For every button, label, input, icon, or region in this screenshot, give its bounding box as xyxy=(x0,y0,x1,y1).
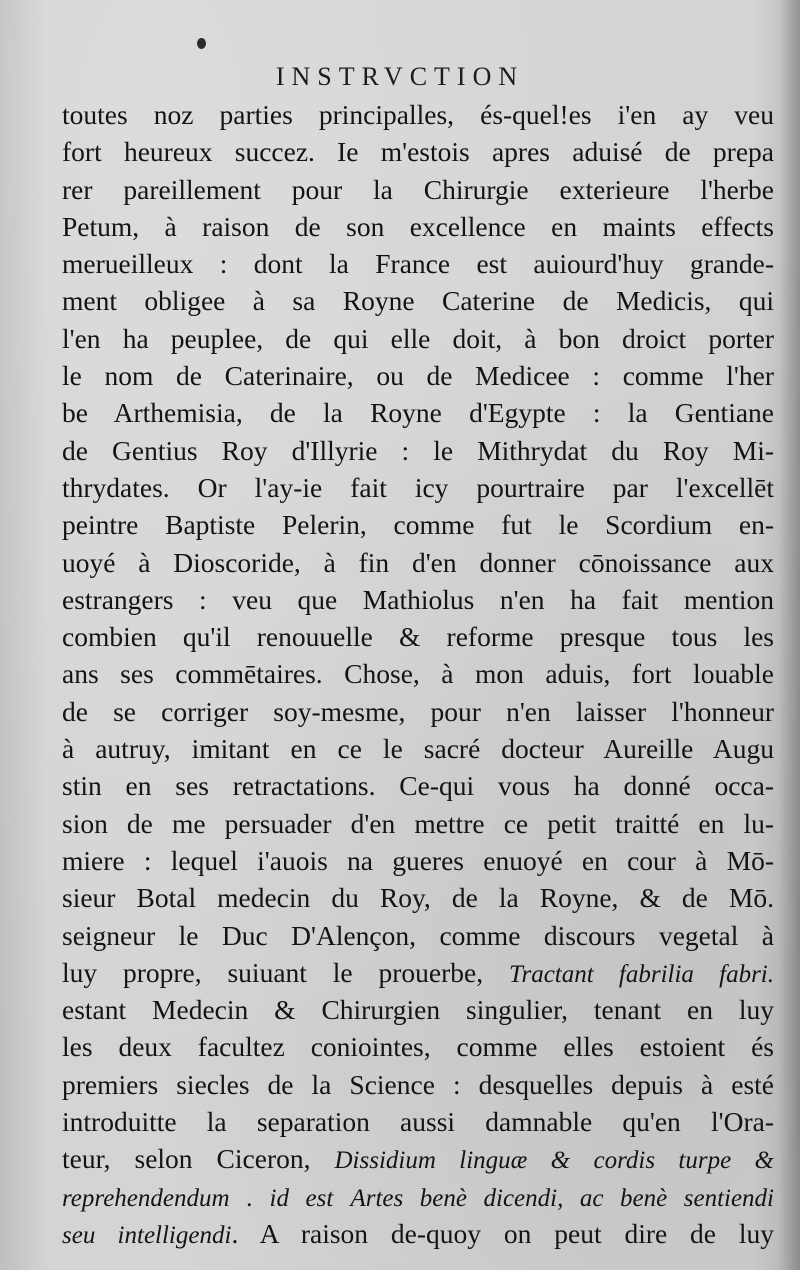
page-edge-shadow xyxy=(778,0,800,1270)
text-line-31-italic: seu intelligendi xyxy=(62,1221,232,1249)
text-line-25: estant Medecin & Chirurgien singulier, tenant en luy xyxy=(62,994,774,1026)
text-line-24 xyxy=(62,954,774,991)
running-head: INSTRVCTION xyxy=(275,62,525,91)
text-line-10: de Gentius Roy d'Illyrie : le Mithrydat du Roy Mi- xyxy=(62,434,774,466)
text-line-1: toutes noz parties principalles, és-quel!es i'en ay veu xyxy=(62,99,774,130)
text-line-28: introduitte la separation aussi damnable qu'en l'Ora- xyxy=(62,1106,774,1138)
text-line-2: fort heureux succez. Ie m'estois apres aduisé de prepa xyxy=(62,136,774,168)
text-line-22: sieur Botal medecin du Roy, de la Royne, & de Mō. xyxy=(62,882,774,914)
text-line-17: de se corriger soy-mesme, pour n'en laisser l'honneur xyxy=(62,695,774,727)
text-line-30 xyxy=(62,1178,774,1215)
text-line-23: seigneur le Duc D'Alençon, comme discours vegetal à xyxy=(62,919,774,951)
body-text xyxy=(62,96,774,1252)
text-line-31 xyxy=(62,1215,774,1252)
text-line-3: rer pareillement pour la Chirurgie exterieure l'herbe xyxy=(62,173,774,205)
text-line-18: à autruy, imitant en ce le sacré docteur Aureille Augu xyxy=(62,733,774,765)
text-line-24-italic: Tractant fabrilia fabri. xyxy=(508,960,775,988)
text-line-15: combien qu'il renouuelle & reforme presque tous les xyxy=(62,621,774,653)
text-line-29-italic: Dissidium linguæ & cordis turpe & xyxy=(334,1147,774,1175)
text-line-12: peintre Baptiste Pelerin, comme fut le Scordium en- xyxy=(62,509,774,541)
text-line-6: ment obligee à sa Royne Caterine de Medicis, qui xyxy=(62,285,774,317)
text-line-31-roman: . A raison de-quoy on peut dire de luy xyxy=(231,1217,775,1249)
text-line-24-roman: luy propre, suiuant le prouerbe, xyxy=(62,956,484,988)
text-line-8: le nom de Caterinaire, ou de Medicee : comme l'her xyxy=(62,360,774,392)
text-line-29 xyxy=(62,1140,774,1177)
text-line-30-italic-a: reprehendendum xyxy=(62,1184,230,1212)
text-line-26: les deux facultez coniointes, comme elles estoient és xyxy=(62,1031,774,1063)
text-line-19: stin en ses retractations. Ce-qui vous ha donné occa- xyxy=(62,770,774,802)
text-line-4: Petum, à raison de son excellence en maints effects xyxy=(62,210,774,242)
text-line-13: uoyé à Dioscoride, à fin d'en donner cōnoissance aux xyxy=(62,546,774,578)
text-line-16: ans ses commētaires. Chose, à mon aduis, fort louable xyxy=(62,658,774,690)
text-line-30-roman: . id est xyxy=(246,1184,334,1212)
text-line-11: thrydates. Or l'ay-ie fait icy pourtraire par l'excellēt xyxy=(62,471,774,503)
text-line-21: miere : lequel i'auois na gueres enuoyé en cour à Mō- xyxy=(62,844,774,876)
text-line-14: estrangers : veu que Mathiolus n'en ha fait mention xyxy=(62,583,774,615)
text-line-30-italic-b: Artes benè dicendi, ac benè sentiendi xyxy=(350,1184,775,1212)
text-line-27: premiers siecles de la Science : desquelles depuis à esté xyxy=(62,1068,774,1100)
text-line-5: merueilleux : dont la France est auiourd'huy grande- xyxy=(62,248,774,280)
text-line-29-roman: teur, selon Ciceron, xyxy=(62,1143,311,1175)
text-line-20: sion de me persuader d'en mettre ce petit traitté en lu- xyxy=(62,807,774,839)
text-line-7: l'en ha peuplee, de qui elle doit, à bon droict porter xyxy=(62,322,774,354)
ink-blot xyxy=(197,38,206,49)
text-line-9: be Arthemisia, de la Royne d'Egypte : la Gentiane xyxy=(62,397,774,429)
